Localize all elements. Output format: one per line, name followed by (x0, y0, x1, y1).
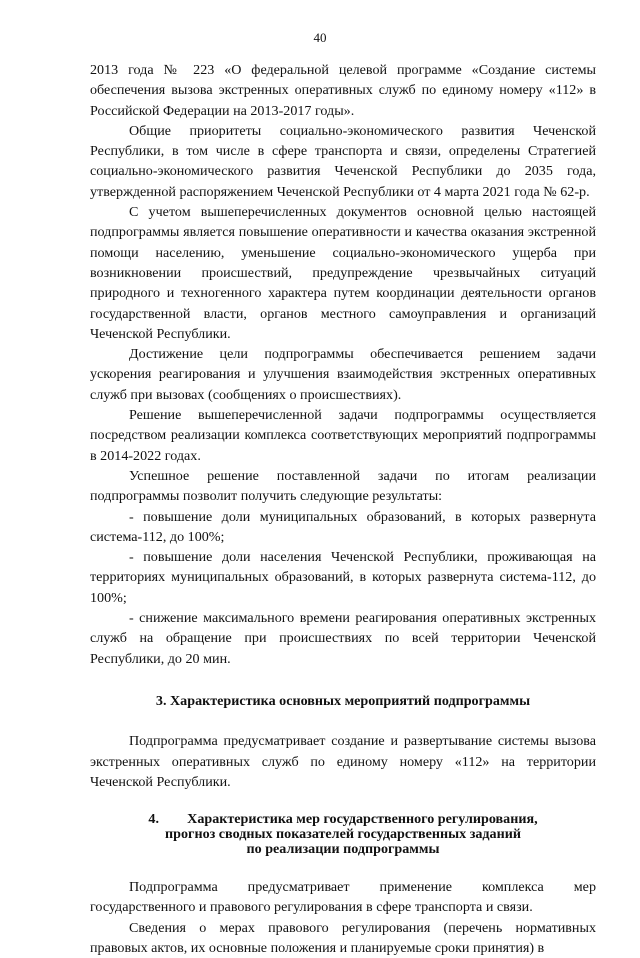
list-item: - повышение доли муниципальных образований, в которых развернута система-112, до 100%; (90, 508, 596, 545)
page-number: 40 (313, 30, 327, 45)
section-heading (90, 812, 596, 857)
paragraph: Подпрограмма предусматривает применение комплекса мер государственного и правового регулирования в сфере транспорта и связи. (90, 879, 596, 916)
paragraph: Решение вышеперечисленной задачи подпрограммы осуществляется посредством реализации комплекса соответствующих мероприятий подпрограммы в 2014-2022 годах. (90, 407, 596, 464)
paragraph: Сведения о мерах правового регулирования (перечень нормативных правовых актов, их основные положения и планируемые сроки принятия) в (90, 919, 596, 956)
heading-line: по реализации подпрограммы (246, 841, 440, 858)
paragraph: Достижение цели подпрограммы обеспечивается решением задачи ускорения реагирования и улучшения взаимодействия экстренных оперативных служб при вызовах (сообщениях о происшествиях). (90, 346, 596, 403)
paragraph: Успешное решение поставленной задачи по итогам реализации подпрограммы позволит получить следующие результаты: (90, 467, 596, 505)
heading-line: 4. Характеристика мер государственного регулирования, (148, 811, 538, 828)
paragraph: Подпрограмма предусматривает создание и развертывание системы вызова экстренных оперативных служб по единому номеру «112» на территории Чеченской Республики. (90, 733, 596, 790)
section-heading: 3. Характеристика основных мероприятий подпрограммы (155, 692, 531, 709)
paragraph: С учетом вышеперечисленных документов основной целью настоящей подпрограммы является повышение оперативности и качества оказания экстренной помощи населению, уменьшение социально-экономического ущерба при возникновении происшествий, предупреждение чрезвычайных ситуаций природного и техногенного характера путем координации деятельности органов государственной власти, органов местного самоуправления и организаций Чеченской Республики. (90, 204, 596, 342)
document-body (90, 60, 596, 958)
paragraph: 2013 года № 223 «О федеральной целевой программе «Создание системы обеспечения вызова экстренных оперативных служб по единому номеру «112» в Российской Федерации на 2013-2017 годы». (90, 62, 596, 119)
list-item: - повышение доли населения Чеченской Республики, проживающая на территориях муниципальных образований, в которых развернута система-112, до 100%; (90, 549, 596, 606)
list-item: - снижение максимального времени реагирования оперативных экстренных служб на обращение при происшествиях по всей территории Чеченской Республики, до 20 мин. (90, 610, 596, 667)
heading-line: прогноз сводных показателей государственных заданий (165, 826, 521, 843)
paragraph: Общие приоритеты социально-экономического развития Чеченской Республики, в том числе в сфере транспорта и связи, определены Стратегией социально-экономического развития Чеченской Республики до 2035 года, утвержденной распоряжением Чеченской Республики от 4 марта 2021 года № 62-р. (90, 122, 596, 200)
